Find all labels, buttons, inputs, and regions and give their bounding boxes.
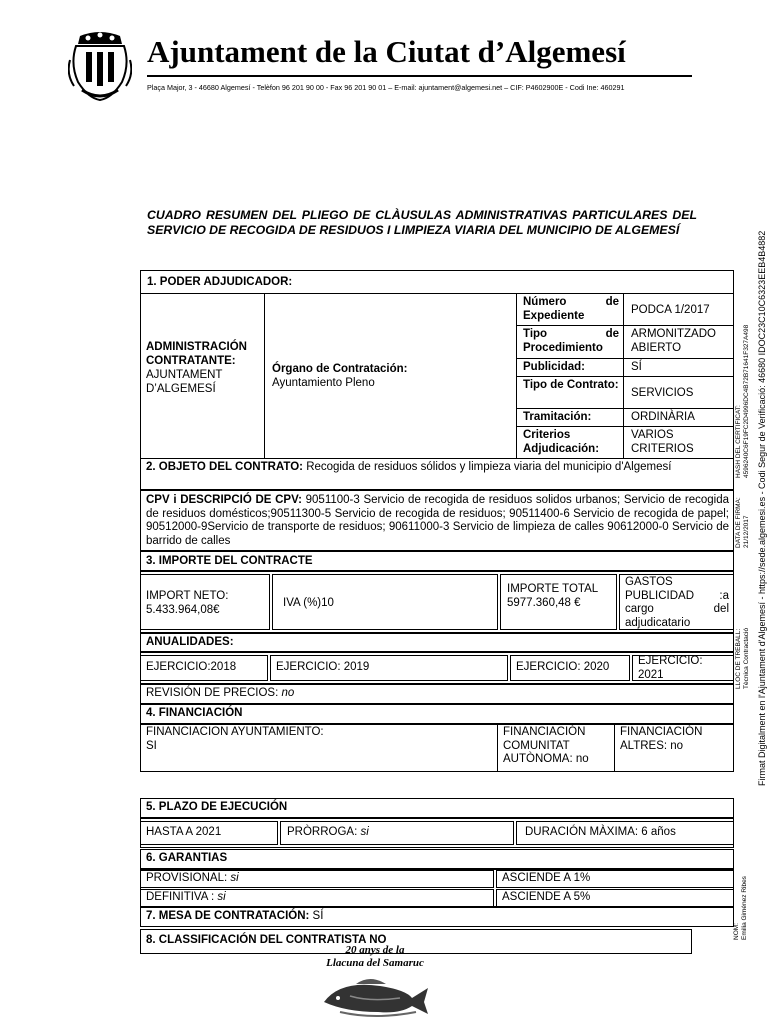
row-line — [516, 426, 734, 427]
ejercicio-2020: EJERCICIO: 2020 — [516, 661, 610, 673]
admin-label: ADMINISTRACIÓN CONTRATANTE: — [146, 341, 247, 367]
organo-value: Ayuntamiento Pleno — [272, 377, 375, 389]
provisional: PROVISIONAL: si — [146, 872, 239, 884]
iva: IVA (%)10 — [283, 597, 334, 609]
financiacion-comunitat: FINANCIACIÓN COMUNITAT AUTÒNOMA: no — [503, 726, 589, 766]
admin-value: AJUNTAMENT D’ALGEMESÍ — [146, 369, 223, 395]
expediente-label: Número de Expediente — [523, 296, 619, 322]
section-4-heading: 4. FINANCIACIÓN — [146, 707, 243, 719]
municipal-crest-icon — [68, 30, 132, 102]
divider — [497, 724, 498, 772]
signature-date-stamp: DATA DE FIRMA: 21/12/2017 — [735, 497, 750, 548]
signer-post-stamp: LLOC DE TREBALL: Tècnica Contractació — [735, 627, 750, 689]
fish-icon — [320, 972, 430, 1018]
objeto-contrato: 2. OBJETO DEL CONTRATO: Recogida de residuos sólidos y limpieza viaria del municipio d'Algemesí — [146, 461, 672, 473]
organo-label: Órgano de Contratación: — [272, 363, 408, 375]
footer-line-2: Llacuna del Samaruc — [326, 957, 424, 969]
row-line — [516, 408, 734, 409]
procedimiento-label: Tipo de Procedimiento — [523, 328, 619, 354]
cpv-text: CPV i DESCRIPCIÓ DE CPV: 9051100-3 Servicio de recogida de residuos solidos urbanos; Servicio de recogida de residuos domésticos;90511300-5 Servicio de recogida de residuos; 90511400-6 Servicio de recogida de papel; 90512000-9Servicio de transporte de residuos; 90611000-3 Servicio de limpieza de calles 90612000-0 Servicio de barrido de calles — [146, 494, 729, 547]
footer-logo — [300, 944, 450, 1018]
header-address: Plaça Major, 3 - 46680 Algemesí - Telèfon 96 201 90 00 - Fax 96 201 90 01 – E-mail: ajuntament@algemesi.net – CIF: P4602900E - Codi Ine: 460291 — [147, 83, 625, 92]
digital-signature-note: Firmat Digitalment en l'Ajuntament d'Algemesí - https://sede.algemesi.es - Codi Segur de Verificació: 46680 IDOC23C10C6323EEB4B4882 — [757, 230, 767, 786]
ejercicio-2018: EJERCICIO:2018 — [146, 661, 237, 673]
provisional-percent: ASCIENDE A 1% — [502, 872, 591, 884]
section-6-heading: 6. GARANTIAS — [146, 852, 228, 864]
row-line — [516, 358, 734, 359]
section-6-header — [140, 849, 734, 869]
importe-total: IMPORTE TOTAL 5977.360,48 € — [507, 583, 598, 609]
ejercicio-2021: EJERCICIO: 2021 — [638, 655, 703, 681]
section-3-heading: 3. IMPORTE DEL CONTRACTE — [146, 555, 313, 567]
anualidades-heading: ANUALIDADES: — [146, 636, 234, 648]
signer-name-stamp: NOM: Emilia Giménez Ribes — [733, 876, 748, 940]
expediente-value: PODCA 1/2017 — [631, 304, 710, 316]
footer-line-1: 20 anys de la — [345, 944, 405, 956]
definitiva-percent: ASCIENDE A 5% — [502, 891, 591, 903]
section-8-heading: 8. CLASSIFICACIÓN DEL CONTRATISTA NO — [146, 934, 387, 946]
certificate-hash-stamp: HASH DEL CERTIFICAT: 4596240C6F19FC2D4996DC4B72B71641F327A498 — [735, 324, 750, 478]
header-rule — [147, 75, 692, 77]
definitiva: DEFINITIVA : si — [146, 891, 226, 903]
import-neto: IMPORT NETO: 5.433.964,08€ — [146, 590, 229, 616]
criterios-value: VARIOS CRITERIOS — [631, 429, 694, 455]
section-1-heading: 1. PODER ADJUDICADOR: — [147, 276, 293, 288]
tipo-contrato-value: SERVICIOS — [631, 387, 694, 399]
procedimiento-value: ARMONITZADO ABIERTO — [631, 328, 716, 354]
criterios-label: Criterios Adjudicación: — [523, 429, 600, 455]
ejercicio-2019: EJERCICIO: 2019 — [276, 661, 370, 673]
row-line — [516, 325, 734, 326]
prorroga: PRÒRROGA: si — [287, 826, 369, 838]
financiacion-ayuntamiento-label: FINANCIACION AYUNTAMIENTO: — [146, 726, 324, 738]
gastos-publicidad: GASTOS PUBLICIDAD :a cargo del adjudicatario — [625, 576, 729, 629]
financiacion-ayuntamiento-value: SI — [146, 740, 157, 752]
tipo-contrato-label: Tipo de Contrato: — [523, 379, 619, 391]
publicidad-label: Publicidad: — [523, 361, 585, 373]
tramitacion-value: ORDINÀRIA — [631, 411, 695, 423]
revision-precios: REVISIÓN DE PRECIOS: no — [146, 687, 295, 699]
duracion-maxima: DURACIÓN MÀXIMA: 6 años — [525, 826, 676, 838]
document-title: CUADRO RESUMEN DEL PLIEGO DE CLÀUSULAS ADMINISTRATIVAS PARTICULARES DEL SERVICIO DE RECOGIDA DE RESIDUOS I LIMPIEZA VIARIA DEL MUNICIPIO DE ALGEMESÍ — [147, 208, 697, 237]
section-7: 7. MESA DE CONTRATACIÓN: SÍ — [146, 910, 324, 922]
divider — [614, 724, 615, 772]
financiacion-altres: FINANCIACIÓN ALTRES: no — [620, 726, 703, 752]
publicidad-value: SÍ — [631, 361, 642, 373]
divider — [264, 293, 265, 459]
header-title: Ajuntament de la Ciutat d’Algemesí — [147, 34, 626, 69]
row-line — [516, 376, 734, 377]
section-5-heading: 5. PLAZO DE EJECUCIÓN — [146, 801, 288, 813]
tramitacion-label: Tramitación: — [523, 411, 592, 423]
hasta: HASTA A 2021 — [146, 826, 222, 838]
